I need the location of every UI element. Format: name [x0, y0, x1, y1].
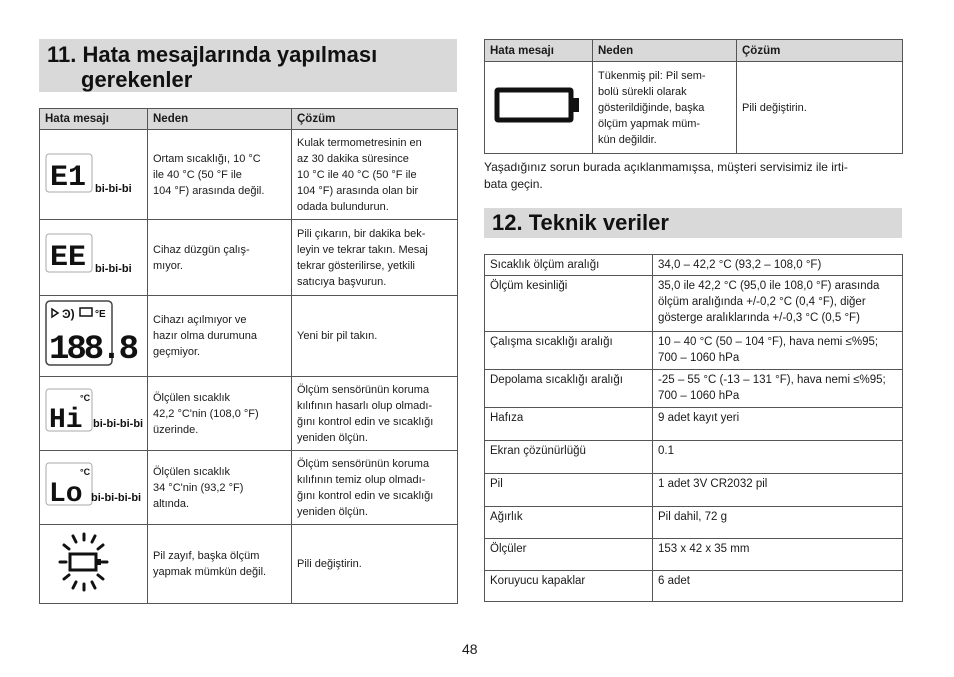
all-segments-display-icon [40, 296, 146, 371]
celsius-unit: °C [80, 467, 91, 477]
table-row [485, 332, 903, 370]
svg-text:Ͽ): Ͽ) [62, 307, 75, 321]
spec-value: -25 – 55 °C (-13 – 131 °F), hava nemi ≤%95; 700 – 1060 hPa [653, 370, 903, 408]
error-icon-cell [40, 296, 148, 377]
service-note: Yaşadığınız sorun burada açıklanmamışsa, müşteri servisimiz ile irti- bata geçin. [484, 160, 848, 191]
solution-cell: Pili değiştirin. [292, 525, 458, 604]
spec-label: Pil [485, 474, 653, 507]
hi-display-icon [40, 377, 146, 445]
svg-text:°E: °E [95, 309, 106, 320]
beep-label: bi-bi-bi [95, 183, 132, 195]
section-11-title [39, 39, 457, 92]
technical-data-table [484, 254, 903, 602]
spec-value: Pil dahil, 72 g [653, 507, 903, 539]
table-row [485, 571, 903, 602]
table-row [485, 539, 903, 571]
spec-value: 0.1 [653, 441, 903, 474]
table-row [40, 377, 458, 451]
table-row [485, 408, 903, 441]
header-cause: Neden [593, 40, 737, 62]
spec-label: Ölçüm kesinliği [485, 276, 653, 332]
solution-cell: Pili değiştirin. [737, 62, 903, 154]
table-row [40, 451, 458, 525]
error-icon-cell [40, 130, 148, 220]
ee-lcd-text: EE [50, 241, 87, 275]
beep-label: bi-bi-bi [95, 263, 132, 275]
table-row [485, 474, 903, 507]
section-11-title-text: 11. Hata mesajlarında yapılması gerekenler [47, 42, 378, 92]
table-row [485, 507, 903, 539]
header-cause: Neden [148, 109, 292, 130]
beep-label: bi-bi-bi-bi [91, 492, 142, 504]
spec-label: Hafıza [485, 408, 653, 441]
spec-label: Ölçüler [485, 539, 653, 571]
table-row [485, 62, 903, 154]
e1-display-icon [40, 130, 146, 214]
table-row [485, 370, 903, 408]
beep-label: bi-bi-bi-bi [93, 418, 144, 430]
lo-lcd-text: Lo [49, 479, 83, 510]
header-error: Hata mesajı [485, 40, 593, 62]
spec-value: 34,0 – 42,2 °C (93,2 – 108,0 °F) [653, 255, 903, 276]
spec-label: Ağırlık [485, 507, 653, 539]
spec-value: 1 adet 3V CR2032 pil [653, 474, 903, 507]
table-row [40, 525, 458, 604]
header-error: Hata mesajı [40, 109, 148, 130]
spec-label: Sıcaklık ölçüm aralığı [485, 255, 653, 276]
spec-value: 35,0 ile 42,2 °C (95,0 ile 108,0 °F) arasında ölçüm aralığında +/-0,2 °C (0,4 °F), diğer gösterge aralıklarında +/-0,3 °C (0,5 °F) [653, 276, 903, 332]
table-row [485, 276, 903, 332]
spec-label: Çalışma sıcaklığı aralığı [485, 332, 653, 370]
table-row [40, 296, 458, 377]
lo-display-icon [40, 451, 146, 519]
battery-low-blinking-icon [40, 525, 146, 598]
cause-cell: Cihaz düzgün çalış- mıyor. [148, 220, 292, 296]
error-icon-cell [40, 525, 148, 604]
error-table-continued [484, 39, 903, 154]
spec-value: 9 adet kayıt yeri [653, 408, 903, 441]
battery-empty-icon [485, 62, 591, 148]
spec-label: Ekran çözünürlüğü [485, 441, 653, 474]
cause-cell: Cihazı açılmıyor ve hazır olma durumuna geçmiyor. [148, 296, 292, 377]
solution-cell: Ölçüm sensörünün koruma kılıfının temiz olup olmadı- ğını kontrol edin ve sıcaklığı yeniden ölçün. [292, 451, 458, 525]
error-icon-cell [40, 220, 148, 296]
cause-cell: Pil zayıf, başka ölçüm yapmak mümkün değil. [148, 525, 292, 604]
solution-cell: Ölçüm sensörünün koruma kılıfının hasarlı olup olmadı- ğını kontrol edin ve sıcaklığı yeniden ölçün. [292, 377, 458, 451]
celsius-unit: °C [80, 393, 91, 403]
spec-label: Depolama sıcaklığı aralığı [485, 370, 653, 408]
header-solution: Çözüm [737, 40, 903, 62]
header-solution: Çözüm [292, 109, 458, 130]
page-number: 48 [462, 641, 478, 657]
error-icon-cell [485, 62, 593, 154]
spec-value: 10 – 40 °C (50 – 104 °F), hava nemi ≤%95; 700 – 1060 hPa [653, 332, 903, 370]
spec-label: Koruyucu kapaklar [485, 571, 653, 602]
e1-lcd-text: E1 [50, 161, 87, 195]
solution-cell: Kulak termometresinin en az 30 dakika süresince 10 °C ile 40 °C (50 °F ile 104 °F) arasında olan bir odada bulundurun. [292, 130, 458, 220]
table-row [40, 220, 458, 296]
cause-cell: Ölçülen sıcaklık 34 °C'nin (93,2 °F) altında. [148, 451, 292, 525]
table-row [485, 441, 903, 474]
segments-lcd-text: 188.8 [49, 331, 137, 369]
cause-cell: Tükenmiş pil: Pil sem- bolü sürekli olarak gösterildiğinde, başka ölçüm yapmak müm- kün değildir. [593, 62, 737, 154]
spec-value: 153 x 42 x 35 mm [653, 539, 903, 571]
solution-cell: Yeni bir pil takın. [292, 296, 458, 377]
section-12-title [484, 208, 902, 238]
error-icon-cell [40, 377, 148, 451]
table-row [485, 255, 903, 276]
table-row [40, 130, 458, 220]
section-12-title-text: 12. Teknik veriler [492, 210, 669, 235]
cause-cell: Ortam sıcaklığı, 10 °C ile 40 °C (50 °F ile 104 °F) arasında değil. [148, 130, 292, 220]
cause-cell: Ölçülen sıcaklık 42,2 °C'nin (108,0 °F) üzerinde. [148, 377, 292, 451]
error-table [39, 108, 458, 604]
error-icon-cell [40, 451, 148, 525]
spec-value: 6 adet [653, 571, 903, 602]
hi-lcd-text: Hi [49, 405, 83, 436]
ee-display-icon [40, 220, 146, 290]
solution-cell: Pili çıkarın, bir dakika bek- leyin ve tekrar takın. Mesaj tekrar gösterilirse, yetkili satıcıya başvurun. [292, 220, 458, 296]
